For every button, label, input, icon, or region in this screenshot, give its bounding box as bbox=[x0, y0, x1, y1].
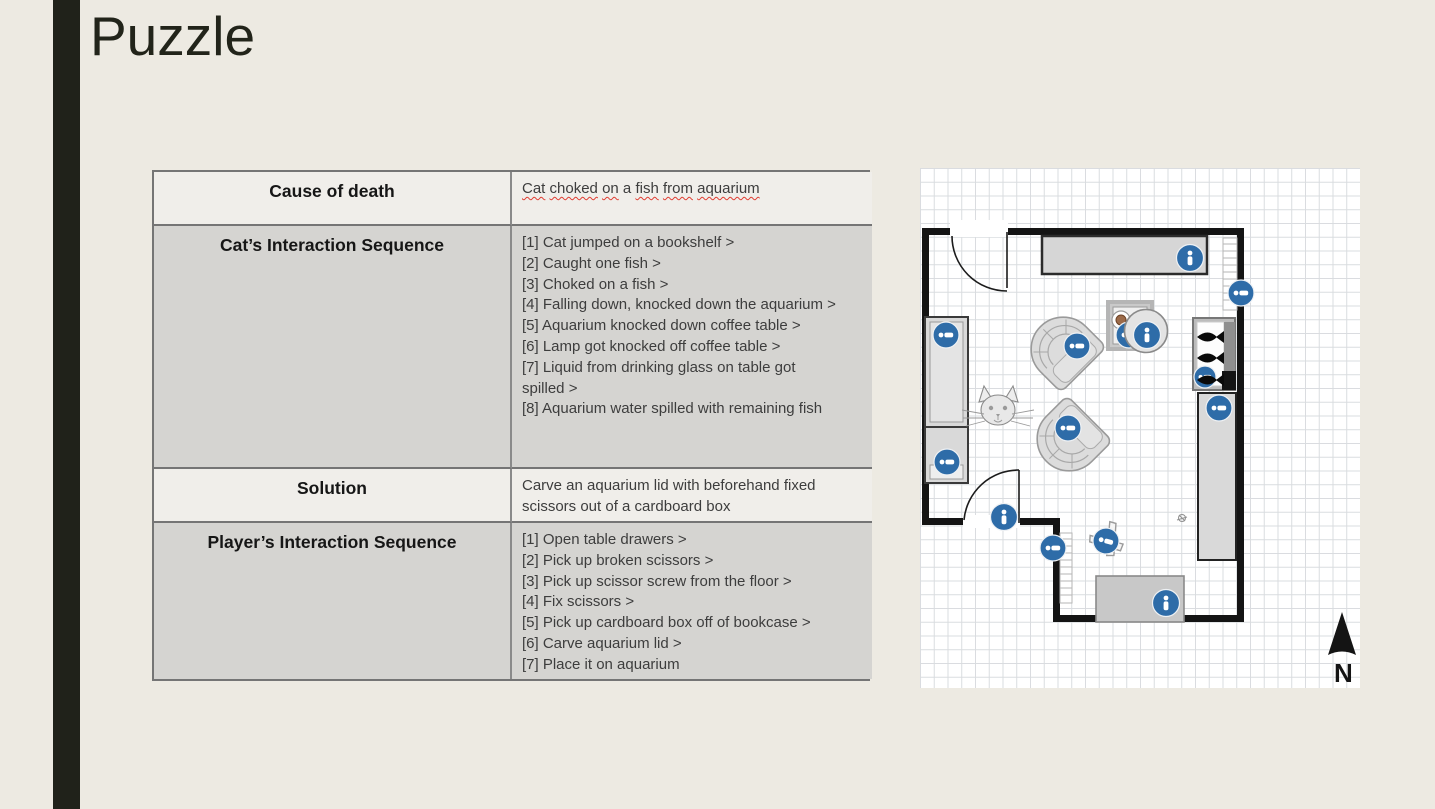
sequence-line: [2] Caught one fish > bbox=[522, 254, 661, 272]
info-icon bbox=[934, 449, 960, 475]
sequence-line: [4] Falling down, knocked down the aquarium > bbox=[522, 296, 836, 314]
sequence-line: [6] Lamp got knocked off coffee table > bbox=[522, 337, 781, 355]
info-icon bbox=[1064, 333, 1090, 359]
info-icon bbox=[1040, 535, 1066, 561]
info-icon bbox=[933, 322, 959, 348]
sequence-line: [5] Pick up cardboard box off of bookcase > bbox=[522, 614, 811, 632]
puzzle-table bbox=[152, 170, 870, 681]
word: aquarium bbox=[697, 180, 760, 197]
word: a bbox=[622, 180, 632, 197]
row-label-cat-sequence: Cat’s Interaction Sequence bbox=[154, 226, 512, 469]
word: choked bbox=[549, 180, 598, 197]
info-icon bbox=[1206, 395, 1232, 421]
aquarium-stand-block bbox=[1222, 371, 1236, 390]
cat bbox=[962, 386, 1034, 426]
sequence-line: [5] Aquarium knocked down coffee table > bbox=[522, 317, 801, 335]
info-icon bbox=[1055, 415, 1081, 441]
row-label-player-sequence: Player’s Interaction Sequence bbox=[154, 523, 512, 679]
player-sequence-value bbox=[512, 523, 872, 679]
fish-icon bbox=[1197, 331, 1224, 386]
word: Cat bbox=[522, 180, 546, 197]
door-top bbox=[950, 220, 1008, 291]
row-label-solution: Solution bbox=[154, 469, 512, 523]
north-label: N bbox=[1334, 658, 1353, 688]
sequence-line: [1] Open table drawers > bbox=[522, 531, 687, 548]
cat-sequence-value bbox=[512, 226, 872, 469]
north-arrow-icon bbox=[1328, 612, 1356, 688]
info-icon bbox=[1177, 245, 1204, 272]
word: from bbox=[662, 180, 693, 197]
info-icon bbox=[991, 504, 1018, 531]
sequence-line: [7] Liquid from drinking glass on table got spilled > bbox=[522, 358, 796, 397]
sequence-line: [7] Place it on aquarium bbox=[522, 655, 680, 673]
sequence-line: [3] Choked on a fish > bbox=[522, 275, 669, 293]
solution-value: Carve an aquarium lid with beforehand fixed scissors out of a cardboard box bbox=[512, 469, 872, 523]
aquarium bbox=[1193, 318, 1236, 390]
page-title: Puzzle bbox=[90, 5, 256, 67]
sequence-line: [6] Carve aquarium lid > bbox=[522, 634, 682, 652]
row-label-cause-of-death: Cause of death bbox=[154, 172, 512, 226]
word: fish bbox=[635, 180, 659, 197]
info-icon bbox=[1090, 525, 1122, 557]
word: on bbox=[602, 180, 619, 197]
scissor-screw bbox=[1177, 515, 1187, 522]
sequence-line: [3] Pick up scissor screw from the floor > bbox=[522, 572, 792, 590]
info-icon bbox=[1228, 280, 1254, 306]
armchair-upper bbox=[1018, 304, 1106, 392]
cause-of-death-value bbox=[512, 172, 872, 226]
floorplan-svg bbox=[920, 168, 1360, 688]
info-icon bbox=[1153, 590, 1180, 617]
info-icon bbox=[1134, 322, 1161, 349]
accent-bar bbox=[53, 0, 80, 809]
sequence-line: [2] Pick up broken scissors > bbox=[522, 551, 714, 569]
floorplan-map bbox=[920, 168, 1360, 688]
sequence-line: [8] Aquarium water spilled with remaining fish bbox=[522, 400, 823, 418]
sequence-line: [1] Cat jumped on a bookshelf > bbox=[522, 234, 735, 251]
sequence-line: [4] Fix scissors > bbox=[522, 593, 635, 611]
